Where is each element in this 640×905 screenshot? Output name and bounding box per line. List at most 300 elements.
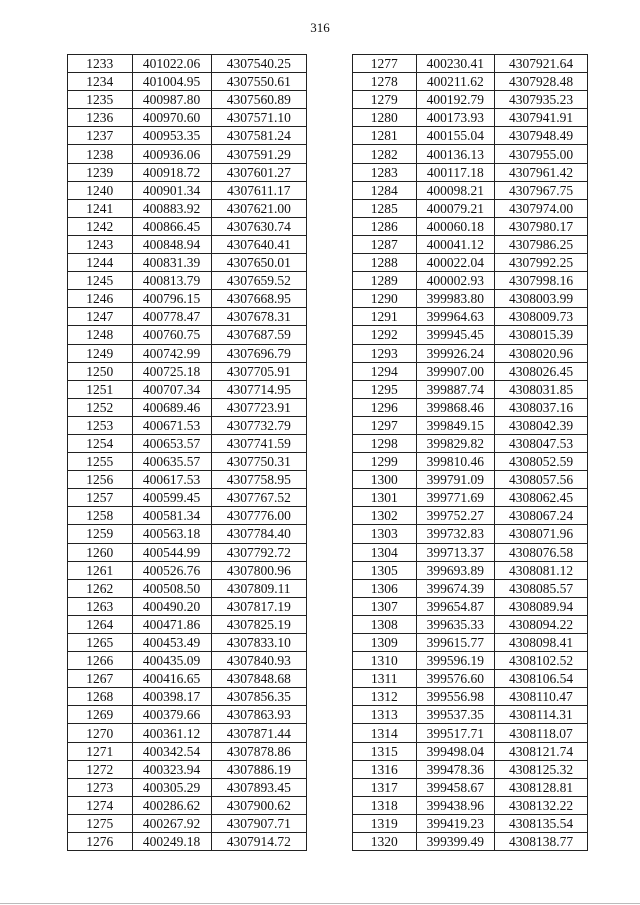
y-coordinate-cell: 4308037.16: [495, 398, 588, 416]
y-coordinate-cell: 4307758.95: [211, 471, 307, 489]
point-number-cell: 1253: [68, 416, 133, 434]
point-number-cell: 1249: [68, 344, 133, 362]
table-row: [353, 525, 588, 543]
y-coordinate-cell: 4307611.17: [211, 181, 307, 199]
table-row: [353, 181, 588, 199]
x-coordinate-cell: 400617.53: [132, 471, 211, 489]
x-coordinate-cell: 400953.35: [132, 127, 211, 145]
x-coordinate-cell: 400599.45: [132, 489, 211, 507]
x-coordinate-cell: 399771.69: [416, 489, 494, 507]
point-number-cell: 1264: [68, 615, 133, 633]
x-coordinate-cell: 399615.77: [416, 634, 494, 652]
x-coordinate-cell: 400778.47: [132, 308, 211, 326]
x-coordinate-cell: 400361.12: [132, 724, 211, 742]
y-coordinate-cell: 4307961.42: [495, 163, 588, 181]
point-number-cell: 1296: [353, 398, 417, 416]
point-number-cell: 1315: [353, 742, 417, 760]
point-number-cell: 1268: [68, 688, 133, 706]
y-coordinate-cell: 4307571.10: [211, 109, 307, 127]
table-row: [68, 272, 307, 290]
point-number-cell: 1261: [68, 561, 133, 579]
x-coordinate-cell: 399399.49: [416, 833, 494, 851]
table-row: [353, 453, 588, 471]
y-coordinate-cell: 4307741.59: [211, 434, 307, 452]
table-row: [353, 217, 588, 235]
x-coordinate-cell: 400173.93: [416, 109, 494, 127]
table-row: [353, 833, 588, 851]
x-coordinate-cell: 400416.65: [132, 670, 211, 688]
point-number-cell: 1300: [353, 471, 417, 489]
x-coordinate-cell: 399654.87: [416, 597, 494, 615]
y-coordinate-cell: 4307980.17: [495, 217, 588, 235]
y-coordinate-cell: 4308089.94: [495, 597, 588, 615]
point-number-cell: 1274: [68, 796, 133, 814]
y-coordinate-cell: 4307800.96: [211, 561, 307, 579]
y-coordinate-cell: 4308102.52: [495, 652, 588, 670]
point-number-cell: 1276: [68, 833, 133, 851]
x-coordinate-cell: 399596.19: [416, 652, 494, 670]
x-coordinate-cell: 400398.17: [132, 688, 211, 706]
y-coordinate-cell: 4307848.68: [211, 670, 307, 688]
x-coordinate-cell: 400848.94: [132, 235, 211, 253]
x-coordinate-cell: 400742.99: [132, 344, 211, 362]
point-number-cell: 1280: [353, 109, 417, 127]
x-coordinate-cell: 399752.27: [416, 507, 494, 525]
point-number-cell: 1250: [68, 362, 133, 380]
y-coordinate-cell: 4307863.93: [211, 706, 307, 724]
table-row: [68, 290, 307, 308]
y-coordinate-cell: 4307809.11: [211, 579, 307, 597]
x-coordinate-cell: 400760.75: [132, 326, 211, 344]
table-row: [353, 489, 588, 507]
table-row: [353, 814, 588, 832]
y-coordinate-cell: 4308031.85: [495, 380, 588, 398]
point-number-cell: 1235: [68, 91, 133, 109]
x-coordinate-cell: 399556.98: [416, 688, 494, 706]
point-number-cell: 1278: [353, 73, 417, 91]
point-number-cell: 1256: [68, 471, 133, 489]
table-row: [353, 579, 588, 597]
point-number-cell: 1311: [353, 670, 417, 688]
point-number-cell: 1284: [353, 181, 417, 199]
y-coordinate-cell: 4307941.91: [495, 109, 588, 127]
x-coordinate-cell: 400901.34: [132, 181, 211, 199]
x-coordinate-cell: 399458.67: [416, 778, 494, 796]
y-coordinate-cell: 4308094.22: [495, 615, 588, 633]
y-coordinate-cell: 4308098.41: [495, 634, 588, 652]
x-coordinate-cell: 399693.89: [416, 561, 494, 579]
table-row: [68, 579, 307, 597]
y-coordinate-cell: 4307886.19: [211, 760, 307, 778]
y-coordinate-cell: 4308106.54: [495, 670, 588, 688]
y-coordinate-cell: 4307678.31: [211, 308, 307, 326]
x-coordinate-cell: 399635.33: [416, 615, 494, 633]
point-number-cell: 1272: [68, 760, 133, 778]
point-number-cell: 1238: [68, 145, 133, 163]
point-number-cell: 1293: [353, 344, 417, 362]
table-row: [353, 615, 588, 633]
y-coordinate-cell: 4308114.31: [495, 706, 588, 724]
x-coordinate-cell: 399849.15: [416, 416, 494, 434]
x-coordinate-cell: 400471.86: [132, 615, 211, 633]
point-number-cell: 1318: [353, 796, 417, 814]
table-row: [68, 634, 307, 652]
point-number-cell: 1313: [353, 706, 417, 724]
point-number-cell: 1307: [353, 597, 417, 615]
point-number-cell: 1258: [68, 507, 133, 525]
table-row: [353, 235, 588, 253]
y-coordinate-cell: 4307732.79: [211, 416, 307, 434]
y-coordinate-cell: 4307705.91: [211, 362, 307, 380]
table-row: [353, 308, 588, 326]
table-row: [68, 489, 307, 507]
point-number-cell: 1248: [68, 326, 133, 344]
y-coordinate-cell: 4308052.59: [495, 453, 588, 471]
y-coordinate-cell: 4307914.72: [211, 833, 307, 851]
y-coordinate-cell: 4307714.95: [211, 380, 307, 398]
point-number-cell: 1301: [353, 489, 417, 507]
point-number-cell: 1244: [68, 254, 133, 272]
y-coordinate-cell: 4307935.23: [495, 91, 588, 109]
point-number-cell: 1290: [353, 290, 417, 308]
y-coordinate-cell: 4308085.57: [495, 579, 588, 597]
table-row: [353, 398, 588, 416]
y-coordinate-cell: 4308042.39: [495, 416, 588, 434]
table-row: [353, 742, 588, 760]
table-row: [353, 706, 588, 724]
x-coordinate-cell: 399732.83: [416, 525, 494, 543]
x-coordinate-cell: 400970.60: [132, 109, 211, 127]
y-coordinate-cell: 4308138.77: [495, 833, 588, 851]
point-number-cell: 1283: [353, 163, 417, 181]
x-coordinate-cell: 400305.29: [132, 778, 211, 796]
y-coordinate-cell: 4307650.01: [211, 254, 307, 272]
x-coordinate-cell: 400323.94: [132, 760, 211, 778]
table-row: [68, 525, 307, 543]
x-coordinate-cell: 400526.76: [132, 561, 211, 579]
point-number-cell: 1239: [68, 163, 133, 181]
x-coordinate-cell: 400136.13: [416, 145, 494, 163]
point-number-cell: 1236: [68, 109, 133, 127]
table-row: [68, 362, 307, 380]
x-coordinate-cell: 400079.21: [416, 199, 494, 217]
x-coordinate-cell: 400987.80: [132, 91, 211, 109]
table-row: [353, 597, 588, 615]
point-number-cell: 1319: [353, 814, 417, 832]
y-coordinate-cell: 4307767.52: [211, 489, 307, 507]
table-row: [68, 652, 307, 670]
point-number-cell: 1297: [353, 416, 417, 434]
table-row: [353, 290, 588, 308]
point-number-cell: 1260: [68, 543, 133, 561]
x-coordinate-cell: 399419.23: [416, 814, 494, 832]
point-number-cell: 1282: [353, 145, 417, 163]
table-row: [353, 73, 588, 91]
y-coordinate-cell: 4307998.16: [495, 272, 588, 290]
x-coordinate-cell: 400563.18: [132, 525, 211, 543]
y-coordinate-cell: 4307550.61: [211, 73, 307, 91]
y-coordinate-cell: 4308067.24: [495, 507, 588, 525]
x-coordinate-cell: 399868.46: [416, 398, 494, 416]
x-coordinate-cell: 400490.20: [132, 597, 211, 615]
x-coordinate-cell: 400342.54: [132, 742, 211, 760]
y-coordinate-cell: 4307560.89: [211, 91, 307, 109]
x-coordinate-cell: 399983.80: [416, 290, 494, 308]
y-coordinate-cell: 4308015.39: [495, 326, 588, 344]
point-number-cell: 1265: [68, 634, 133, 652]
point-number-cell: 1247: [68, 308, 133, 326]
table-row: [68, 507, 307, 525]
point-number-cell: 1241: [68, 199, 133, 217]
y-coordinate-cell: 4307668.95: [211, 290, 307, 308]
table-row: [68, 181, 307, 199]
point-number-cell: 1291: [353, 308, 417, 326]
x-coordinate-cell: 400866.45: [132, 217, 211, 235]
x-coordinate-cell: 400936.06: [132, 145, 211, 163]
y-coordinate-cell: 4308132.22: [495, 796, 588, 814]
table-row: [68, 760, 307, 778]
table-row: [68, 308, 307, 326]
table-row: [68, 706, 307, 724]
point-number-cell: 1233: [68, 55, 133, 73]
table-row: [68, 453, 307, 471]
x-coordinate-cell: 400098.21: [416, 181, 494, 199]
point-number-cell: 1269: [68, 706, 133, 724]
table-row: [68, 344, 307, 362]
x-coordinate-cell: 400117.18: [416, 163, 494, 181]
table-row: [68, 416, 307, 434]
table-row: [353, 91, 588, 109]
table-row: [353, 199, 588, 217]
y-coordinate-cell: 4307833.10: [211, 634, 307, 652]
y-coordinate-cell: 4307750.31: [211, 453, 307, 471]
point-number-cell: 1288: [353, 254, 417, 272]
x-coordinate-cell: 400671.53: [132, 416, 211, 434]
y-coordinate-cell: 4308071.96: [495, 525, 588, 543]
x-coordinate-cell: 400022.04: [416, 254, 494, 272]
table-row: [353, 362, 588, 380]
table-row: [353, 507, 588, 525]
y-coordinate-cell: 4308076.58: [495, 543, 588, 561]
point-number-cell: 1266: [68, 652, 133, 670]
table-row: [353, 778, 588, 796]
y-coordinate-cell: 4307784.40: [211, 525, 307, 543]
y-coordinate-cell: 4307955.00: [495, 145, 588, 163]
table-row: [68, 615, 307, 633]
y-coordinate-cell: 4307992.25: [495, 254, 588, 272]
x-coordinate-cell: 399438.96: [416, 796, 494, 814]
point-number-cell: 1234: [68, 73, 133, 91]
point-number-cell: 1275: [68, 814, 133, 832]
x-coordinate-cell: 400689.46: [132, 398, 211, 416]
y-coordinate-cell: 4307928.48: [495, 73, 588, 91]
table-row: [68, 814, 307, 832]
x-coordinate-cell: 399576.60: [416, 670, 494, 688]
point-number-cell: 1270: [68, 724, 133, 742]
y-coordinate-cell: 4307630.74: [211, 217, 307, 235]
y-coordinate-cell: 4308118.07: [495, 724, 588, 742]
x-coordinate-cell: 400635.57: [132, 453, 211, 471]
y-coordinate-cell: 4307974.00: [495, 199, 588, 217]
point-number-cell: 1310: [353, 652, 417, 670]
x-coordinate-cell: 400796.15: [132, 290, 211, 308]
y-coordinate-cell: 4307817.19: [211, 597, 307, 615]
table-row: [353, 416, 588, 434]
y-coordinate-cell: 4308125.32: [495, 760, 588, 778]
table-row: [68, 796, 307, 814]
x-coordinate-cell: 400508.50: [132, 579, 211, 597]
x-coordinate-cell: 399964.63: [416, 308, 494, 326]
point-number-cell: 1279: [353, 91, 417, 109]
y-coordinate-cell: 4307601.27: [211, 163, 307, 181]
x-coordinate-cell: 399791.09: [416, 471, 494, 489]
y-coordinate-cell: 4307696.79: [211, 344, 307, 362]
y-coordinate-cell: 4307907.71: [211, 814, 307, 832]
table-row: [68, 254, 307, 272]
point-number-cell: 1242: [68, 217, 133, 235]
table-row: [68, 688, 307, 706]
point-number-cell: 1263: [68, 597, 133, 615]
point-number-cell: 1237: [68, 127, 133, 145]
y-coordinate-cell: 4307825.19: [211, 615, 307, 633]
y-coordinate-cell: 4308026.45: [495, 362, 588, 380]
table-row: [353, 796, 588, 814]
table-row: [68, 471, 307, 489]
x-coordinate-cell: 400230.41: [416, 55, 494, 73]
table-row: [68, 742, 307, 760]
y-coordinate-cell: 4307776.00: [211, 507, 307, 525]
point-number-cell: 1299: [353, 453, 417, 471]
table-row: [68, 217, 307, 235]
x-coordinate-cell: 400435.09: [132, 652, 211, 670]
x-coordinate-cell: 400379.66: [132, 706, 211, 724]
y-coordinate-cell: 4307967.75: [495, 181, 588, 199]
x-coordinate-cell: 399674.39: [416, 579, 494, 597]
table-row: [68, 778, 307, 796]
y-coordinate-cell: 4308135.54: [495, 814, 588, 832]
table-row: [68, 91, 307, 109]
table-row: [68, 670, 307, 688]
y-coordinate-cell: 4307621.00: [211, 199, 307, 217]
point-number-cell: 1294: [353, 362, 417, 380]
x-coordinate-cell: 400918.72: [132, 163, 211, 181]
y-coordinate-cell: 4307687.59: [211, 326, 307, 344]
x-coordinate-cell: 400155.04: [416, 127, 494, 145]
x-coordinate-cell: 400286.62: [132, 796, 211, 814]
table-row: [68, 163, 307, 181]
y-coordinate-cell: 4307856.35: [211, 688, 307, 706]
x-coordinate-cell: 400544.99: [132, 543, 211, 561]
point-number-cell: 1243: [68, 235, 133, 253]
table-row: [353, 561, 588, 579]
point-number-cell: 1317: [353, 778, 417, 796]
table-row: [353, 127, 588, 145]
x-coordinate-cell: 399887.74: [416, 380, 494, 398]
x-coordinate-cell: 400267.92: [132, 814, 211, 832]
point-number-cell: 1302: [353, 507, 417, 525]
table-row: [353, 109, 588, 127]
point-number-cell: 1292: [353, 326, 417, 344]
point-number-cell: 1298: [353, 434, 417, 452]
point-number-cell: 1251: [68, 380, 133, 398]
table-row: [353, 254, 588, 272]
y-coordinate-cell: 4308121.74: [495, 742, 588, 760]
point-number-cell: 1255: [68, 453, 133, 471]
y-coordinate-cell: 4307948.49: [495, 127, 588, 145]
y-coordinate-cell: 4307840.93: [211, 652, 307, 670]
x-coordinate-cell: 399829.82: [416, 434, 494, 452]
y-coordinate-cell: 4307921.64: [495, 55, 588, 73]
x-coordinate-cell: 400813.79: [132, 272, 211, 290]
table-row: [68, 55, 307, 73]
y-coordinate-cell: 4307591.29: [211, 145, 307, 163]
table-row: [68, 380, 307, 398]
x-coordinate-cell: 400725.18: [132, 362, 211, 380]
y-coordinate-cell: 4308128.81: [495, 778, 588, 796]
point-number-cell: 1267: [68, 670, 133, 688]
point-number-cell: 1259: [68, 525, 133, 543]
point-number-cell: 1320: [353, 833, 417, 851]
point-number-cell: 1254: [68, 434, 133, 452]
table-row: [353, 434, 588, 452]
page-number: 316: [310, 20, 330, 35]
y-coordinate-cell: 4307640.41: [211, 235, 307, 253]
x-coordinate-cell: 399945.45: [416, 326, 494, 344]
table-row: [68, 326, 307, 344]
x-coordinate-cell: 400883.92: [132, 199, 211, 217]
point-number-cell: 1240: [68, 181, 133, 199]
x-coordinate-cell: 400831.39: [132, 254, 211, 272]
y-coordinate-cell: 4308081.12: [495, 561, 588, 579]
y-coordinate-cell: 4308003.99: [495, 290, 588, 308]
table-row: [353, 724, 588, 742]
table-row: [68, 235, 307, 253]
point-number-cell: 1295: [353, 380, 417, 398]
table-row: [353, 670, 588, 688]
x-coordinate-cell: 399907.00: [416, 362, 494, 380]
y-coordinate-cell: 4308009.73: [495, 308, 588, 326]
point-number-cell: 1314: [353, 724, 417, 742]
point-number-cell: 1289: [353, 272, 417, 290]
table-row: [353, 344, 588, 362]
point-number-cell: 1309: [353, 634, 417, 652]
page-bottom-edge: [0, 903, 640, 904]
x-coordinate-cell: 401022.06: [132, 55, 211, 73]
point-number-cell: 1286: [353, 217, 417, 235]
table-row: [353, 634, 588, 652]
y-coordinate-cell: 4308110.47: [495, 688, 588, 706]
table-row: [68, 543, 307, 561]
x-coordinate-cell: 400453.49: [132, 634, 211, 652]
table-row: [353, 55, 588, 73]
table-row: [68, 434, 307, 452]
y-coordinate-cell: 4308047.53: [495, 434, 588, 452]
table-row: [68, 199, 307, 217]
x-coordinate-cell: 400211.62: [416, 73, 494, 91]
table-row: [353, 471, 588, 489]
x-coordinate-cell: 400041.12: [416, 235, 494, 253]
point-number-cell: 1285: [353, 199, 417, 217]
x-coordinate-cell: 401004.95: [132, 73, 211, 91]
point-number-cell: 1306: [353, 579, 417, 597]
point-number-cell: 1252: [68, 398, 133, 416]
coordinates-table-right: [352, 54, 588, 851]
x-coordinate-cell: 400707.34: [132, 380, 211, 398]
table-row: [68, 833, 307, 851]
y-coordinate-cell: 4307540.25: [211, 55, 307, 73]
x-coordinate-cell: 399537.35: [416, 706, 494, 724]
table-row: [68, 597, 307, 615]
